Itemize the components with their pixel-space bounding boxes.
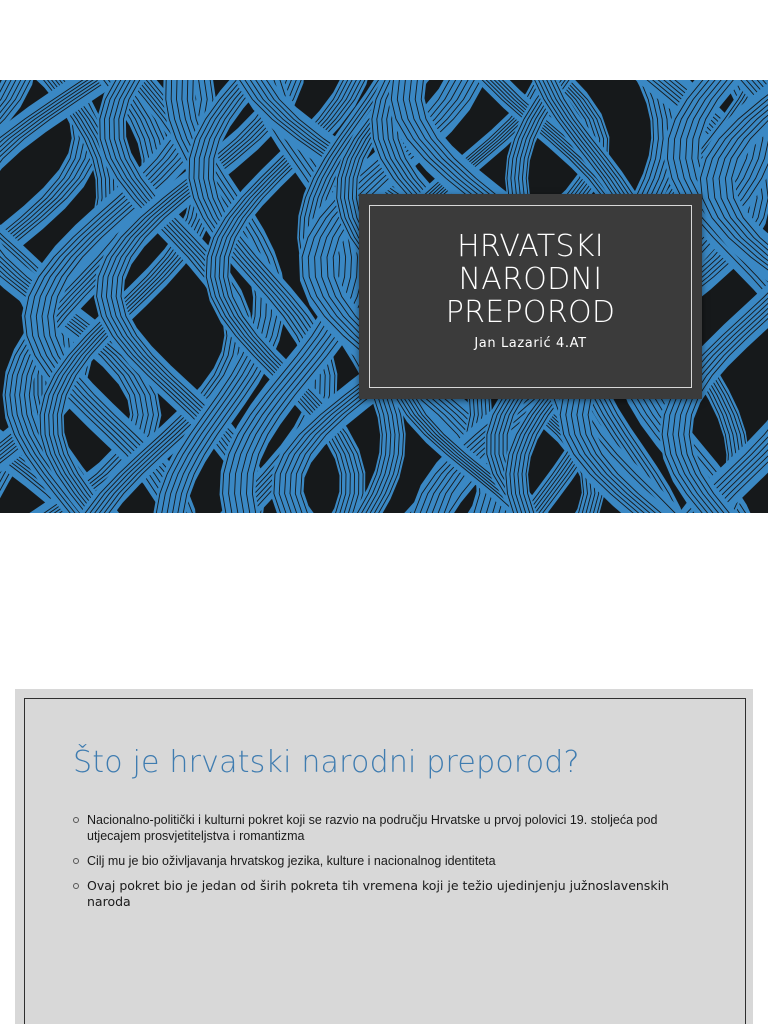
title-line-3: PREPOROD bbox=[445, 295, 616, 330]
bullet-item bbox=[73, 878, 693, 910]
slide-subtitle: Jan Lazarić 4.AT bbox=[474, 336, 587, 351]
bullet-marker-icon bbox=[73, 883, 79, 889]
slide-title bbox=[359, 230, 702, 329]
bullet-text: Nacionalno-politički i kulturni pokret koji se razvio na području Hrvatske u prvoj polovici 19. stoljeća pod utjecajem prosvjetiteljstva i romantizma bbox=[87, 813, 658, 843]
bullet-text: Ovaj pokret bio je jedan od širih pokreta tih vremena koji je težio ujedinjenju južnoslavenskih naroda bbox=[87, 878, 669, 909]
content-slide bbox=[15, 689, 753, 1024]
content-slide-frame bbox=[24, 698, 746, 1024]
bullet-marker-icon bbox=[73, 817, 79, 823]
title-line-2: NARODNI bbox=[458, 262, 603, 297]
title-slide bbox=[0, 80, 768, 513]
title-box bbox=[359, 194, 702, 399]
bullet-marker-icon bbox=[73, 858, 79, 864]
bullet-item bbox=[73, 812, 693, 844]
bullet-text: Cilj mu je bio oživljavanja hrvatskog jezika, kulture i nacionalnog identiteta bbox=[87, 854, 496, 868]
bullet-item bbox=[73, 853, 693, 869]
title-line-1: HRVATSKI bbox=[457, 229, 604, 264]
content-slide-heading: Što je hrvatski narodni preporod? bbox=[73, 745, 580, 780]
bullet-list bbox=[73, 812, 693, 919]
